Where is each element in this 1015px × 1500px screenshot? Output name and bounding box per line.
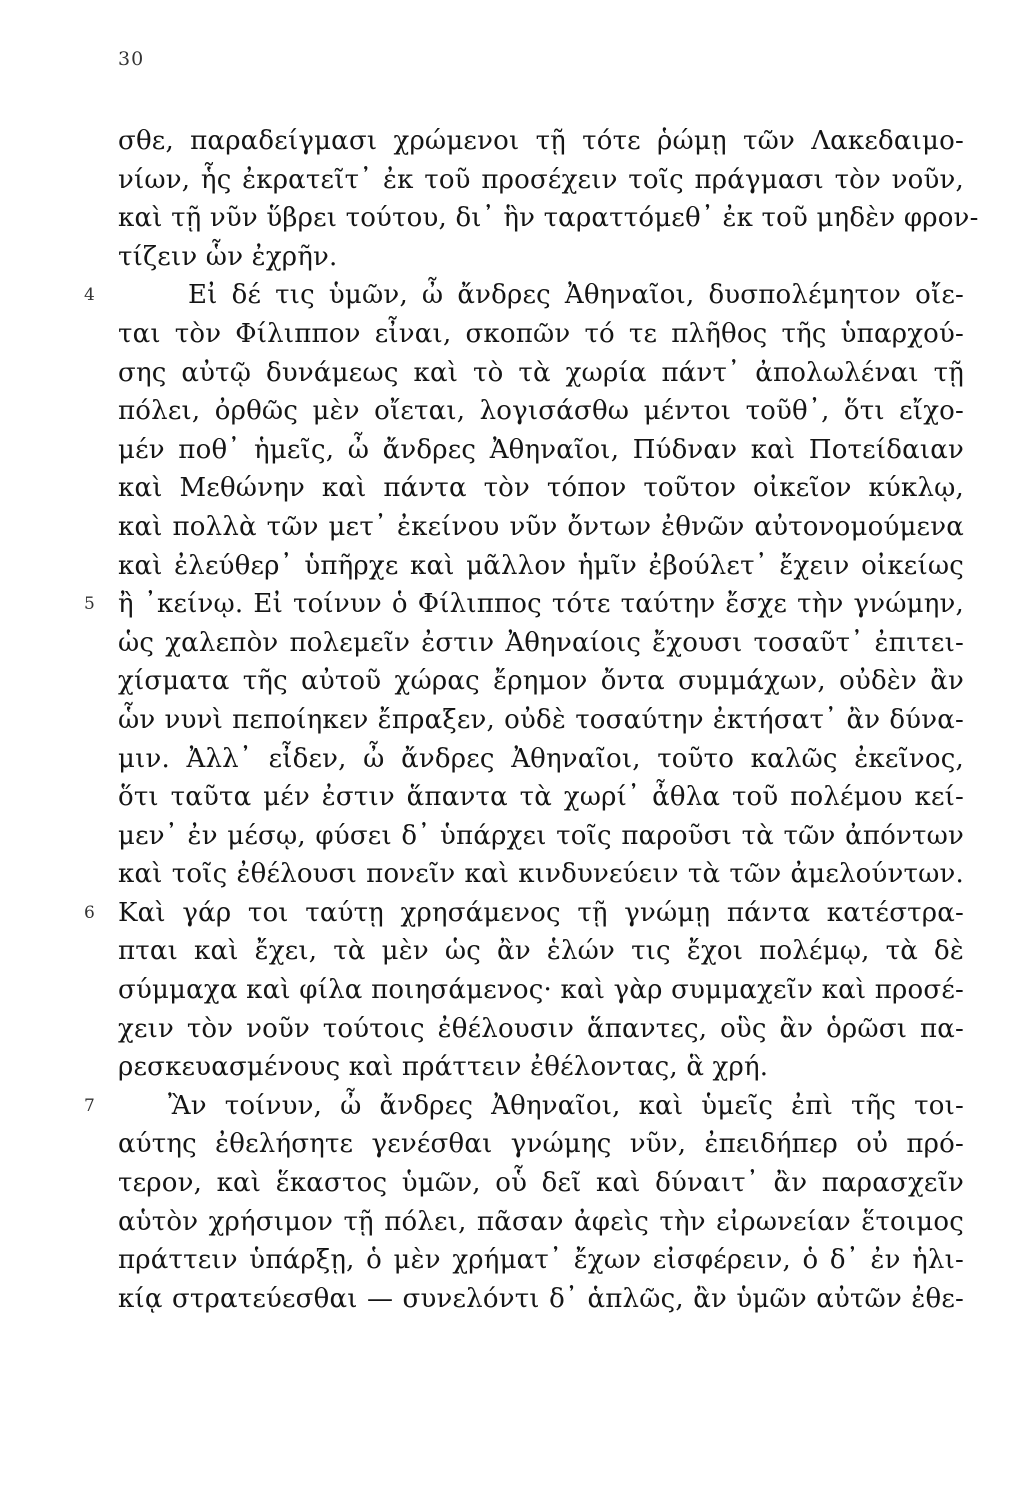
page-number: 30 [118,48,145,70]
text-line: σης αὐτῷ δυνάμεως καὶ τὸ τὰ χωρία πάντ᾽ ἀπολωλέναι τῇ [118,357,964,388]
text-line: καὶ τοῖς ἐθέλουσι πονεῖν καὶ κινδυνεύειν τὰ τῶν ἀμελούντων. [118,859,964,890]
section-number: 7 [84,1095,96,1116]
text-line: τίζειν ὧν ἐχρῆν. [118,241,338,272]
text-line: 4 Εἰ δέ τις ὑμῶν, ὦ ἄνδρες Ἀθηναῖοι, δυσπολέμητον οἴε- [118,276,964,315]
text-line: μεν᾽ ἐν μέσῳ, φύσει δ᾽ ὑπάρχει τοῖς παροῦσι τὰ τῶν ἀπόντων [118,820,964,851]
text-line: 5 ἢ ᾽κείνῳ. Εἰ τοίνυν ὁ Φίλιππος τότε ταύτην ἔσχε τὴν γνώμην, [118,585,964,624]
text-line: μέν ποθ᾽ ἡμεῖς, ὦ ἄνδρες Ἀθηναῖοι, Πύδναν καὶ Ποτείδαιαν [118,434,964,465]
text-line: καὶ ἐλεύθερ᾽ ὑπῆρχε καὶ μᾶλλον ἡμῖν ἐβούλετ᾽ ἔχειν οἰκείως [118,550,964,581]
text-line: κίᾳ στρατεύεσθαι — συνελόντι δ᾽ ἁπλῶς, ἂν ὑμῶν αὐτῶν ἐθε- [118,1283,964,1314]
text-line: 7 Ἂν τοίνυν, ὦ ἄνδρες Ἀθηναῖοι, καὶ ὑμεῖς ἐπὶ τῆς τοι- [118,1087,964,1126]
text-line: νίων, ἧς ἐκρατεῖτ᾽ ἐκ τοῦ προσέχειν τοῖς πράγμασι τὸν νοῦν, [118,164,964,195]
section-number: 4 [84,285,96,306]
text-line: πράττειν ὑπάρξῃ, ὁ μὲν χρήματ᾽ ἔχων εἰσφέρειν, ὁ δ᾽ ἐν ἡλι- [118,1245,964,1276]
text-line: πται καὶ ἔχει, τὰ μὲν ὡς ἂν ἑλών τις ἔχοι πολέμῳ, τὰ δὲ [118,936,964,967]
text-line: ρεσκευασμένους καὶ πράττειν ἐθέλοντας, ἃ χρή. [118,1052,769,1083]
text-line: καὶ Μεθώνην καὶ πάντα τὸν τόπον τοῦτον οἰκεῖον κύκλῳ, [118,473,964,504]
section-number: 6 [84,902,96,923]
section-number: 5 [84,594,96,615]
text-line: καὶ τῇ νῦν ὕβρει τούτου, δι᾽ ἣν ταραττόμεθ᾽ ἐκ τοῦ μηδὲν φρον- [118,203,979,234]
text-line: πόλει, ὀρθῶς μὲν οἴεται, λογισάσθω μέντοι τοῦθ᾽, ὅτι εἴχο- [118,396,964,427]
text-line: μιν. Ἀλλ᾽ εἶδεν, ὦ ἄνδρες Ἀθηναῖοι, τοῦτο καλῶς ἐκεῖνος, [118,743,964,774]
text-line: τερον, καὶ ἕκαστος ὑμῶν, οὗ δεῖ καὶ δύναιτ᾽ ἂν παρασχεῖν [118,1168,964,1199]
main-text [84,122,979,1318]
text-line: ται τὸν Φίλιππον εἶναι, σκοπῶν τό τε πλῆθος τῆς ὑπαρχού- [118,318,964,349]
text-line: ὅτι ταῦτα μέν ἐστιν ἅπαντα τὰ χωρί᾽ ἆθλα τοῦ πολέμου κεί- [118,782,964,813]
text-line: ὧν νυνὶ πεποίηκεν ἔπραξεν, οὐδὲ τοσαύτην ἐκτήσατ᾽ ἂν δύνα- [118,704,964,735]
text-line: χίσματα τῆς αὐτοῦ χώρας ἔρημον ὄντα συμμάχων, οὐδὲν ἂν [118,666,964,697]
text-line: ὡς χαλεπὸν πολεμεῖν ἐστιν Ἀθηναίοις ἔχουσι τοσαῦτ᾽ ἐπιτει- [118,627,964,658]
text-line: χειν τὸν νοῦν τούτοις ἐθέλουσιν ἅπαντες, οὓς ἂν ὁρῶσι πα- [118,1013,964,1044]
text-line: 6 Καὶ γάρ τοι ταύτῃ χρησάμενος τῇ γνώμῃ πάντα κατέστρα- [118,894,964,933]
text-line: σύμμαχα καὶ φίλα ποιησάμενος· καὶ γὰρ συμμαχεῖν καὶ προσέ- [118,975,964,1006]
text-line: αύτης ἐθελήσητε γενέσθαι γνώμης νῦν, ἐπειδήπερ οὐ πρό- [118,1129,964,1160]
text-line: καὶ πολλὰ τῶν μετ᾽ ἐκείνου νῦν ὄντων ἐθνῶν αὐτονομούμενα [118,511,964,542]
text-line: σθε, παραδείγμασι χρώμενοι τῇ τότε ῥώμῃ τῶν Λακεδαιμο- [118,126,964,156]
text-line: αὑτὸν χρήσιμον τῇ πόλει, πᾶσαν ἀφεὶς τὴν εἰρωνείαν ἕτοιμος [118,1206,964,1237]
